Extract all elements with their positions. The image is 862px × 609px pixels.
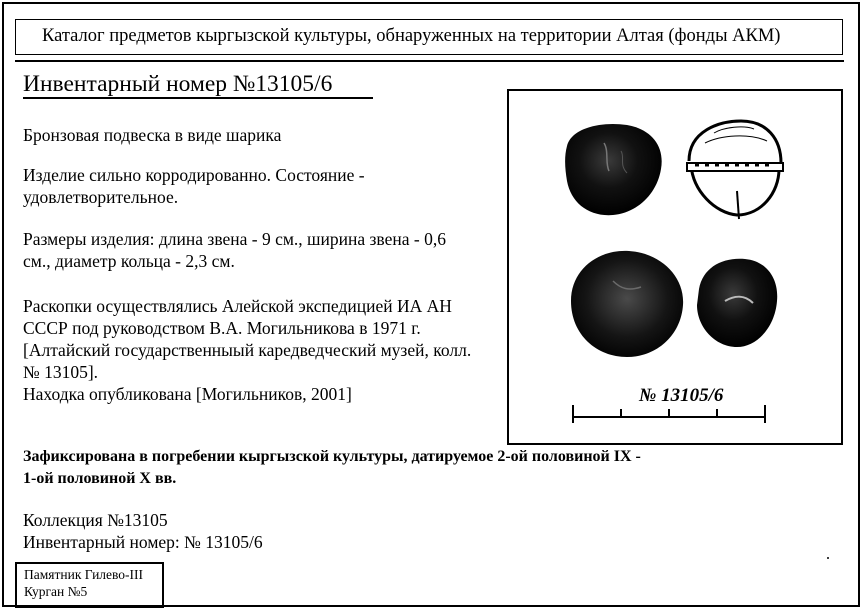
inventory-title-underline <box>23 97 373 99</box>
excavation-line-1: Раскопки осуществлялись Алейской экспедицией ИА АН <box>23 296 452 316</box>
excavation-line-4: № 13105]. <box>23 362 99 382</box>
item-name: Бронзовая подвеска в виде шарика <box>23 125 282 145</box>
monument-site: Памятник Гилево-III <box>24 567 144 582</box>
collection-number: Коллекция №13105 <box>23 510 168 530</box>
excavation-line-2: СССР под руководством В.А. Могильникова в 1971 г. <box>23 318 421 338</box>
catalog-card <box>2 2 860 607</box>
bead-top-view <box>571 251 683 357</box>
monument-box <box>15 562 164 608</box>
dimensions-line-2: см., диаметр кольца - 2,3 см. <box>23 251 235 271</box>
inventory-number-line: Инвентарный номер: № 13105/6 <box>23 532 263 552</box>
stray-mark <box>827 557 829 559</box>
scale-bar <box>573 405 765 423</box>
excavation-line-3: [Алтайский государственныый каредведческий музей, колл. <box>23 340 472 360</box>
artifact-drawing-frame <box>507 89 843 445</box>
publication-line: Находка опубликована [Могильников, 2001] <box>23 384 352 404</box>
inventory-title: Инвентарный номер №13105/6 <box>23 71 333 97</box>
condition-line-2: удовлетворительное. <box>23 187 179 207</box>
dating-line-2: 1-ой половиной X вв. <box>23 470 177 487</box>
monument-kurgan: Курган №5 <box>24 584 88 599</box>
header-divider <box>15 60 844 62</box>
bead-side-view <box>687 121 783 219</box>
dimensions-line-1: Размеры изделия: длина звена - 9 см., ширина звена - 0,6 <box>23 229 446 249</box>
dating-line-1: Зафиксирована в погребении кыргызской культуры, датируемое 2-ой половиной IX - <box>23 448 641 465</box>
bead-front-view <box>565 124 662 215</box>
bead-bottom-view <box>697 259 777 347</box>
header-box <box>15 19 843 55</box>
catalog-title: Каталог предметов кыргызской культуры, обнаруженных на территории Алтая (фонды АКМ) <box>42 26 781 46</box>
condition-line-1: Изделие сильно корродированно. Состояние - <box>23 165 365 185</box>
scale-label: № 13105/6 <box>639 385 724 406</box>
